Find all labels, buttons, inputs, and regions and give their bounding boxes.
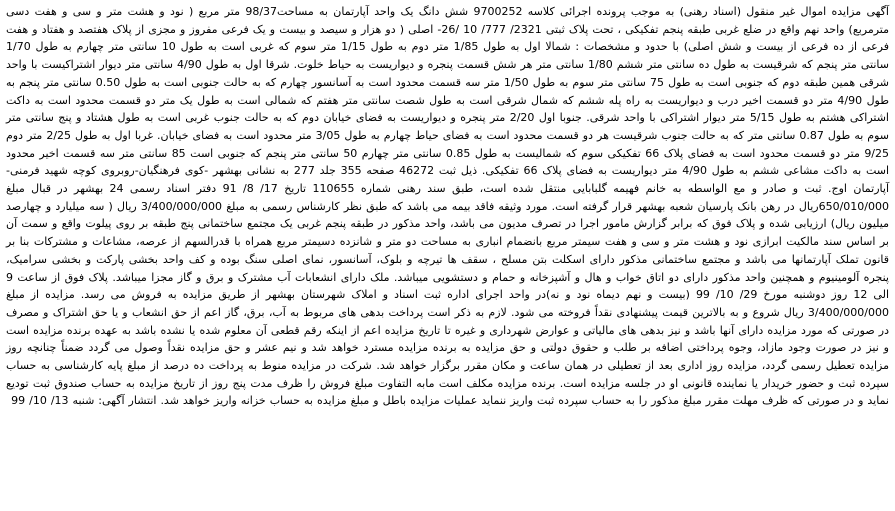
auction-notice-body: آگهی مزایده اموال غیر منقول (اسناد رهنی) به موجب پرونده اجرائی کلاسه 9700252 شش دانگ یک واحد آپارتمان به مساحت98/37 متر مربع ( نود و هشت متر و سی و هفت دسی مترمربع) واحد نهم واقع در ضلع غربی طبقه پنجم تفکیکی ، تحت پلاک ثبتی 2321/ 777/ 10 /26- اصلی ( دو هزار و سیصد و بیست و یک فرعی مفروز و مجزی از پلاک هفتصد و هفتاد و هفت فرعی از ده فرعی از بیست و شش اصلی) با حدود و مشخصات : شمالا اول به طول 1/85 متر دوم به طول 1/15 متر سوم که غربی است به طول 10 سانتی متر چهارم به طول 1/70 سانتی متر پنجم که شرقیست به طول ده سانتی متر ششم 1/80 سانتی متر هر شش قسمت پنجره و دیواریست به حیاط خلوت. شرقا اول به طول 4/90 سانتی متر دیوار اشتراکیست با واحد شرقی همین طبقه دوم که جنوبی است به طول 75 سانتی متر سوم به طول 1/50 متر سه قسمت محدود است به آسانسور چهارم که به حالت جنوبی است به طول 0.50 سانتی متر پنجم به طول 4/90 متر دو قسمت اخیر درب و دیواریست به راه پله ششم که شمال شرقی است به طول شصت سانتی متر هفتم که شمالی است به طول یک متر دو قسمت محدود است به داکت اشتراکی هشتم به طول 5/15 متر دیوار اشتراکی با واحد شرقی. جنوبا اول 2/20 متر پنجره و دیواریست به فضای خیابان دوم که به حالت جنوب غربی است به طول هشتاد و پنج سانتی متر سوم به طول 0.87 سانتی متر که به حالت جنوب شرقیست هر دو قسمت محدود است به فضای حیاط چهارم به طول 3/05 متر محدود است به فضای خیابان. غربا اول به طول 2/25 متر دوم 9/25 متر دو قسمت محدود است به فضای پلاک 66 تفکیکی سوم که شمالیست به طول 0.85 سانتی متر چهارم 50 سانتی متر پنجم که جنوبی است 85 سانتی متر سه قسمت اخیر محدود است به داکت مشاعی ششم به طول 4/90 متر دیواریست به فضای پلاک 66 تفکیکی. ذیل ثبت 46272 صفحه 355 جلد 277 به نشانی بهشهر -کوی فرهنگیان-روبروی کوچه شهید فرمنی- آپارتمان اوج. ثبت و صادر و مع الواسطه به خانم فهیمه گلبابایی منتقل شده است، طبق سند رهنی شماره 110655 تاریخ 17/ 8/ 91 دفتر اسناد رسمی 24 بهشهر در قبال مبلغ 650/010/000ریال در رهن بانک پارسیان شعبه بهشهر قرار گرفته است. مورد وثیقه فاقد بیمه می باشد که طبق نظر کارشناس رسمی به مبلغ 3/400/000/000 ریال ( سه میلیارد و چهارصد میلیون ریال) ارزیابی شده و پلاک فوق که برابر گزارش مامور اجرا در تصرف مدیون می باشد، واحد مذکور در طبقه پنجم غربی یک مجتمع ساختمانی پنج طبقه بر روی پیلوت واقع و سمت آن بر اساس سند مالکیت ابرازی نود و هشت متر و سی و هفت سیمتر مربع بانضمام انباری به مساحت دو متر و شانزده دسیمتر مربع همراه با قدرالسهم از عرصه، مشاعات و مشترکات بنا بر قانون تملک آپارتمانها می باشد و مجتمع ساختمانی مذکور دارای اسکلت بتن مسلح ، سقف ها تیرچه و بلوک، آسانسور، نمای اصلی سنگ بوده و کف واحد بخشی پارکت و بخشی سرامیک، پنجره آلومینیوم و همچنین واحد مذکور دارای دو اتاق خواب و هال و آشپزخانه و حمام و دستشویی میباشد. ملک دارای انشعابات آب مشترک و برق و گاز مجزا میباشد. پلاک فوق از ساعت 9 الی 12 روز دوشنبه مورخ 29/ 10/ 99 (بیست و نهم دیماه نود و نه)در واحد اجرای اداره ثبت اسناد و املاک شهرستان بهشهر از طریق مزایده به فروش می رسد. مزایده از مبلغ 3/400/000/000 ریال شروع و به بالاترین قیمت پیشنهادی نقداً فروخته می شود. لازم به ذکر است پرداخت بدهی های مربوط به آب، برق، گاز اعم از حق انشعاب و یا حق اشتراک و مصرف در صورتی که مورد مزایده دارای آنها باشد و نیز بدهی های مالیاتی و عوارض شهرداری و غیره تا تاریخ مزایده اعم از اینکه رقم قطعی آن معلوم شده یا نشده باشد به عهده برنده مزایده است و نیز در صورت وجود مازاد، وجوه پرداختی اضافه بر طلب و حقوق دولتی و حق مزایده به برنده مزایده مسترد خواهد شد و نیم عشر و حق مزایده نقداً وصول می گردد ضمناً چنانچه روز مزایده تعطیل رسمی گردد، مزایده روز اداری بعد از تعطیلی در همان ساعت و مکان مقرر برگزار خواهد شد. شرکت در مزایده منوط به پرداخت ده درصد از مبلغ پایه کارشناسی به حساب سپرده ثبت و حضور خریدار یا نماینده قانونی او در جلسه مزایده است. برنده مزایده مکلف است مابه التفاوت مبلغ فروش را ظرف مدت پنج روز از تاریخ مزایده به حساب صندوق ثبت تودیع نماید و در صورتی که ظرف مهلت مقرر مبلغ مذکور را به حساب سپرده ثبت واریز ننماید عملیات مزایده باطل و مبلغ مزایده به حساب خزانه واریز خواهد شد. انتشار آگهی: شنبه 13/ 10/ 99 <box>6 5 890 408</box>
